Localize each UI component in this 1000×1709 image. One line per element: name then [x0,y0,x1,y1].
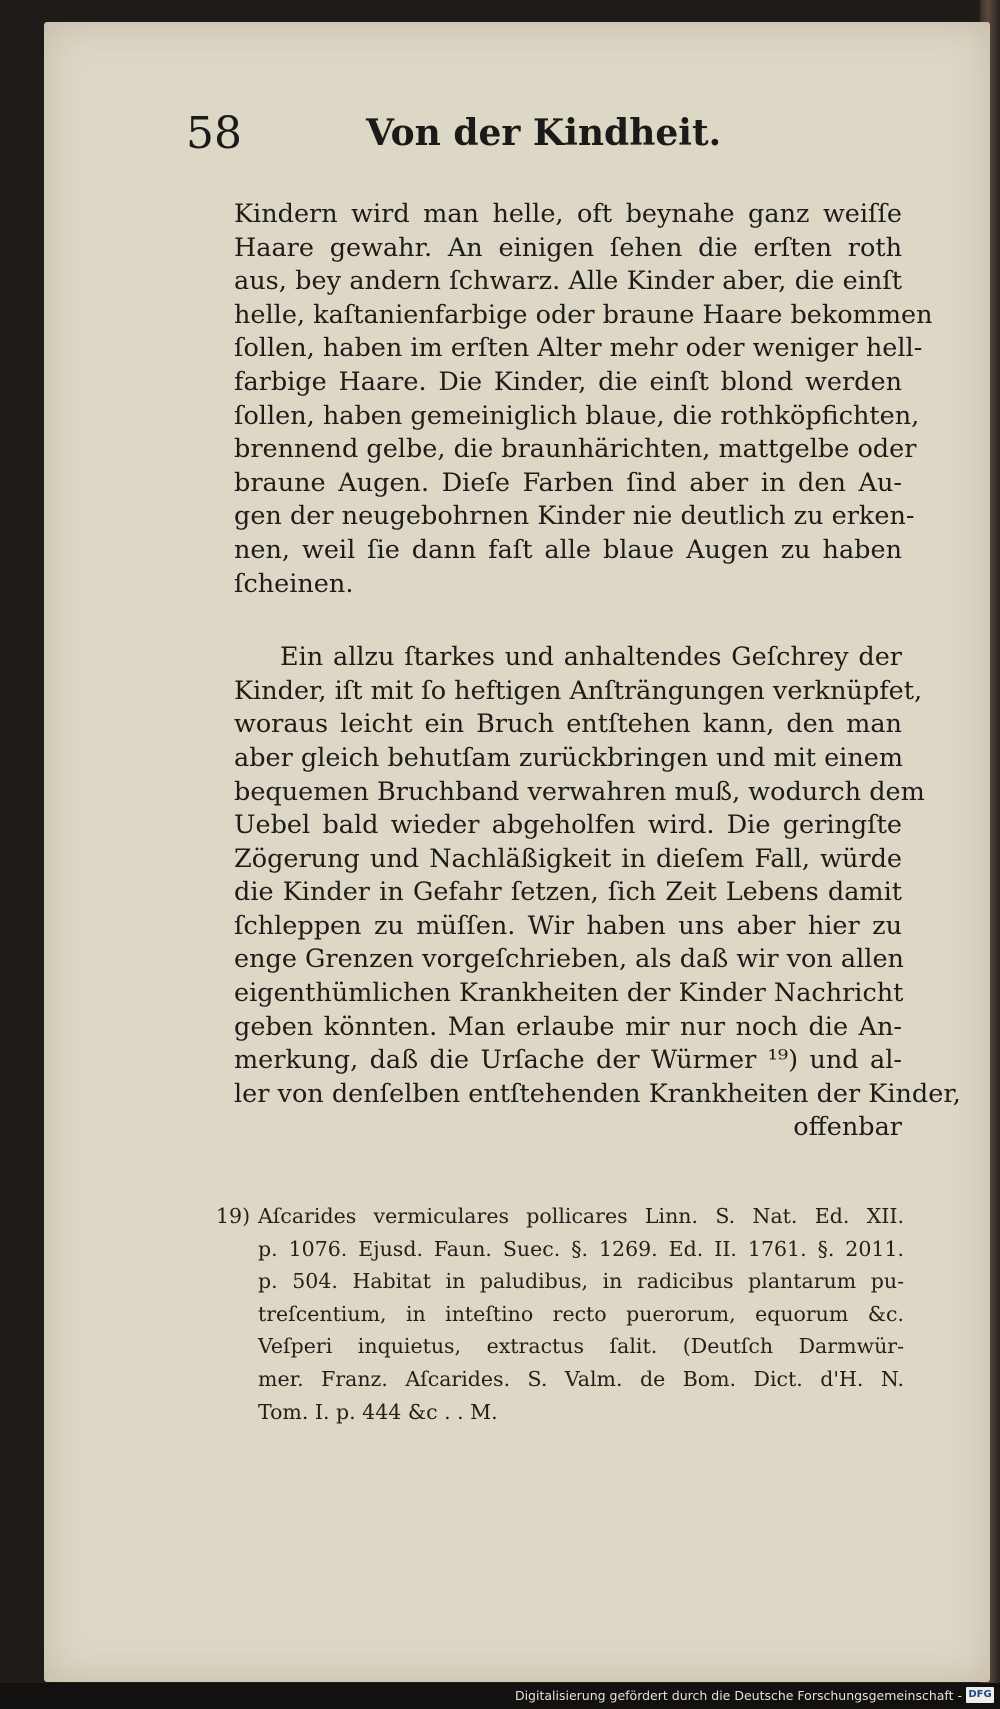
footnote-line: mer. Franz. Aſcarides. S. Valm. de Bom. Dict. d'H. N. [258,1366,904,1391]
text-line: enge Grenzen vorgeſchrieben, als daß wir von allen [234,944,904,975]
running-title: Von der Kindheit. [366,112,722,154]
text-line: ſollen, haben gemeiniglich blaue, die rothköpfichten, [234,400,920,431]
footer-bar [0,1683,1000,1709]
catchword: offenbar [793,1112,902,1143]
page-header [186,108,726,178]
text-line: ſollen, haben im erſten Alter mehr oder weniger hell- [234,333,923,364]
text-line: ler von denſelben entſtehenden Krankheiten der Kinder, [234,1078,961,1109]
footnote-line: Aſcarides vermiculares pollicares Linn. S. Nat. Ed. XII. [258,1204,904,1228]
text-line: Kindern wird man helle, oft beynahe ganz weiſſe [234,199,902,229]
text-line: geben könnten. Man erlaube mir nur noch die An- [234,1011,902,1042]
text-line: farbige Haare. Die Kinder, die einſt blond werden [234,366,902,397]
text-line: Haare gewahr. An einigen ſehen die erſten roth [234,232,902,263]
text-line: Zögerung und Nachläßigkeit in dieſem Fall, würde [234,843,902,874]
text-line: Kinder, iſt mit ſo heftigen Anſträngungen verknüpfet, [234,675,923,706]
text-line: die Kinder in Gefahr ſetzen, ſich Zeit Lebens damit [234,877,902,908]
text-line: helle, kaſtanienfarbige oder braune Haare bekommen [234,299,933,330]
text-line: Uebel bald wieder abgeholfen wird. Die geringſte [234,810,902,841]
footnote [216,1200,904,1428]
text-line: Ein allzu ſtarkes und anhaltendes Geſchrey der [280,642,902,673]
footnote-line: p. 504. Habitat in paludibus, in radicibus plantarum pu- [258,1269,904,1294]
body-text [234,198,961,1145]
page-number: 58 [186,108,242,159]
text-line: gen der neugebohrnen Kinder nie deutlich zu erken- [234,501,915,532]
paragraph-gap [234,601,902,641]
text-line: aber gleich behutſam zurückbringen und mit einem [234,742,904,773]
text-line: braune Augen. Dieſe Farben ſind aber in den Au- [234,467,902,498]
text-line: ſcheinen. [234,568,354,599]
text-line: nen, weil ſie dann faſt alle blaue Augen zu haben [234,534,902,565]
dfg-logo-icon: DFG [966,1687,994,1703]
footnote-line: treſcentium, in inteſtino recto puerorum, equorum &c. [258,1301,904,1326]
footnote-line: p. 1076. Ejusd. Faun. Suec. §. 1269. Ed. II. 1761. §. 2011. [258,1236,904,1261]
footnote-line: Tom. I. p. 444 &c . . M. [258,1399,498,1424]
footnote-number: 19) [216,1204,251,1228]
text-line: ſchleppen zu müſſen. Wir haben uns aber hier zu [234,910,902,941]
digitization-credit: Digitalisierung gefördert durch die Deutsche Forschungsgemeinschaft - [514,1688,962,1703]
text-line: aus, bey andern ſchwarz. Alle Kinder aber, die einſt [234,266,902,297]
footnote-line: Veſperi inquietus, extractus ſalit. (Deutſch Darmwür- [258,1334,904,1359]
text-line: woraus leicht ein Bruch entſtehen kann, den man [234,709,902,740]
text-line: merkung, daß die Urſache der Würmer ¹⁹) und al- [234,1045,902,1076]
text-line: brennend gelbe, die braunhärichten, mattgelbe oder [234,434,917,465]
text-line: eigenthümlichen Krankheiten der Kinder Nachricht [234,978,904,1009]
text-line: bequemen Bruchband verwahren muß, wodurch dem [234,776,925,807]
